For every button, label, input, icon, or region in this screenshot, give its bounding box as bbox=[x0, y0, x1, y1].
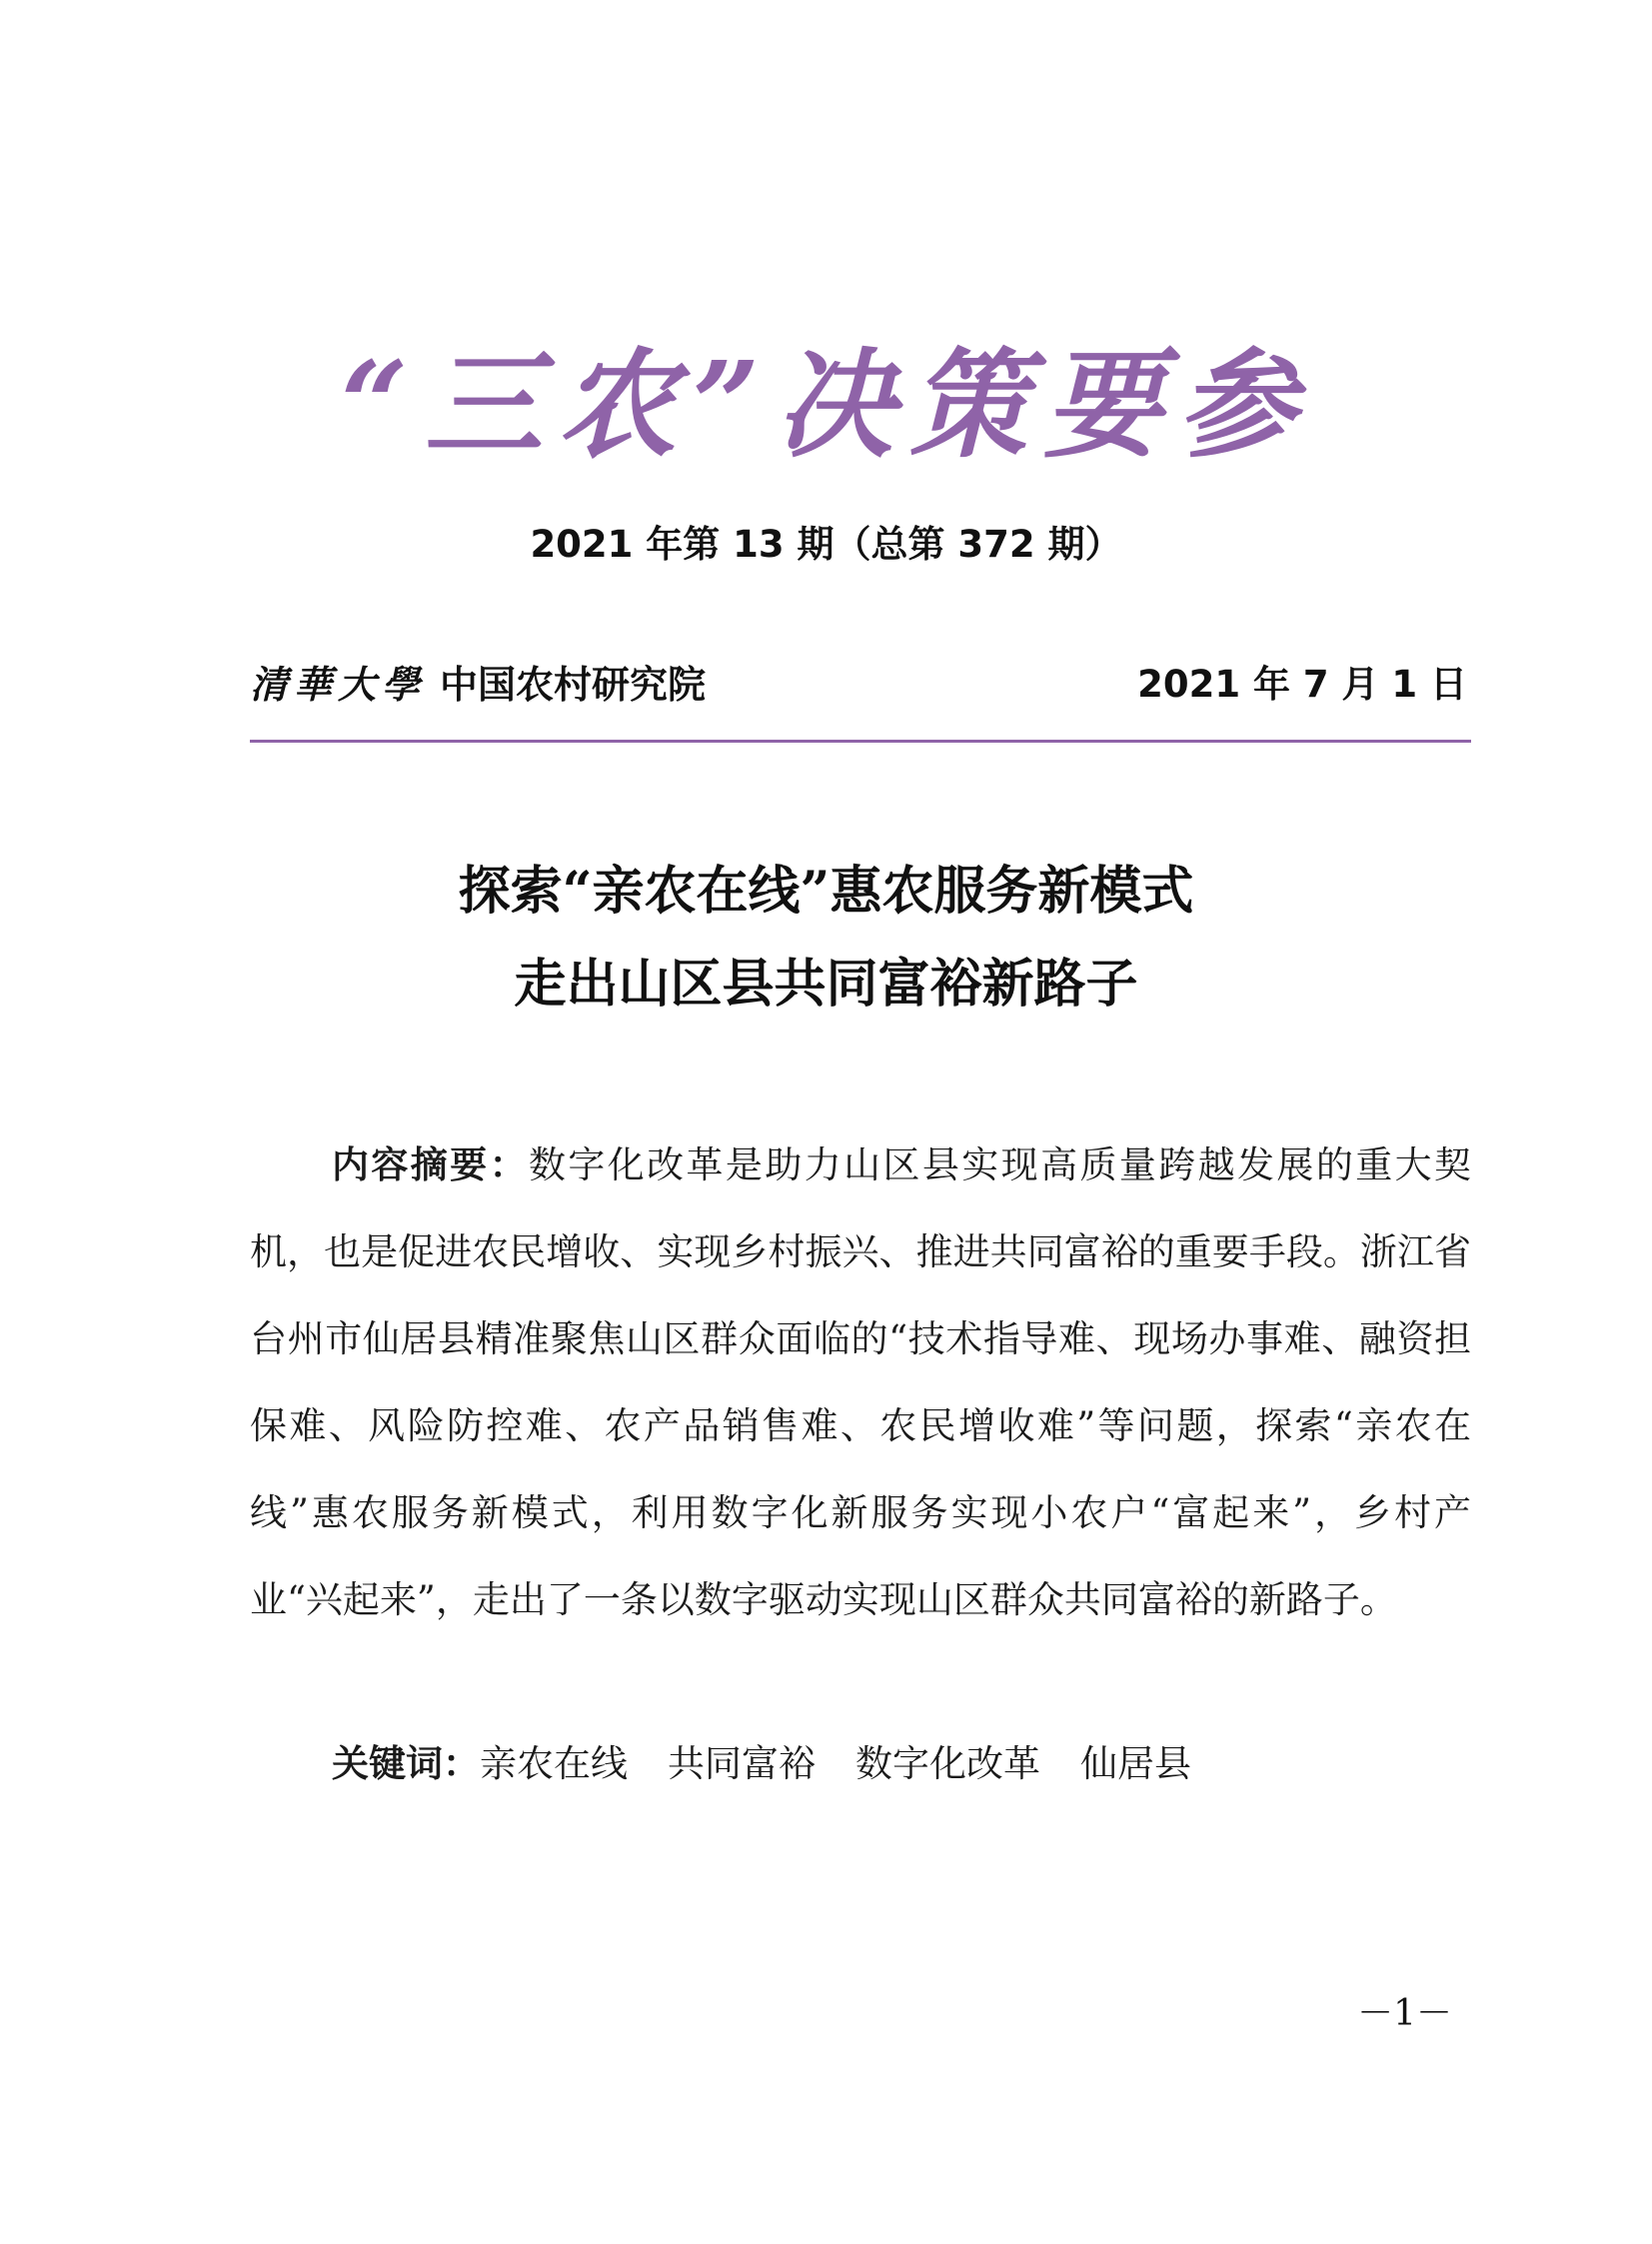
page-number: －1－ bbox=[1357, 1993, 1452, 2034]
university-logo-text: 清華大學 bbox=[250, 662, 427, 707]
article-title-line-2: 走出山区县共同富裕新路子 bbox=[514, 954, 1138, 1015]
article-title-line-1: 探索“亲农在线”惠农服务新模式 bbox=[458, 861, 1194, 922]
publisher bbox=[250, 655, 706, 715]
header-divider bbox=[250, 740, 1471, 743]
abstract-text: 数字化改革是助力山区县实现高质量跨越发展的重大契机，也是促进农民增收、实现乡村振兴、推进共同富裕的重要手段。浙江省台州市仙居县精准聚焦山区群众面临的“技术指导难、现场办事难、融资担保难、风险防控难、农产品销售难、农民增收难”等问题，探索“亲农在线”惠农服务新模式，利用数字化新服务实现小农户“富起来”，乡村产业“兴起来”，走出了一条以数字驱动实现山区群众共同富裕的新路子。 bbox=[250, 1143, 1472, 1621]
abstract-paragraph bbox=[250, 1122, 1471, 1643]
header-row bbox=[250, 655, 1471, 715]
keyword: 共同富裕 bbox=[668, 1742, 816, 1785]
keyword: 亲农在线 bbox=[480, 1742, 628, 1785]
publish-date: 2021 年 7 月 1 日 bbox=[1137, 663, 1467, 706]
institute-name: 中国农村研究院 bbox=[440, 663, 707, 707]
keywords-label: 关键词： bbox=[332, 1742, 480, 1785]
issue-number: 2021 年第 13 期（总第 372 期） bbox=[530, 523, 1122, 566]
keyword: 数字化改革 bbox=[855, 1742, 1040, 1785]
abstract-label: 内容摘要： bbox=[332, 1143, 529, 1186]
masthead-title: “三农”决策要参 bbox=[340, 335, 1312, 474]
keywords-line bbox=[332, 1734, 1471, 1794]
keyword: 仙居县 bbox=[1080, 1742, 1191, 1785]
